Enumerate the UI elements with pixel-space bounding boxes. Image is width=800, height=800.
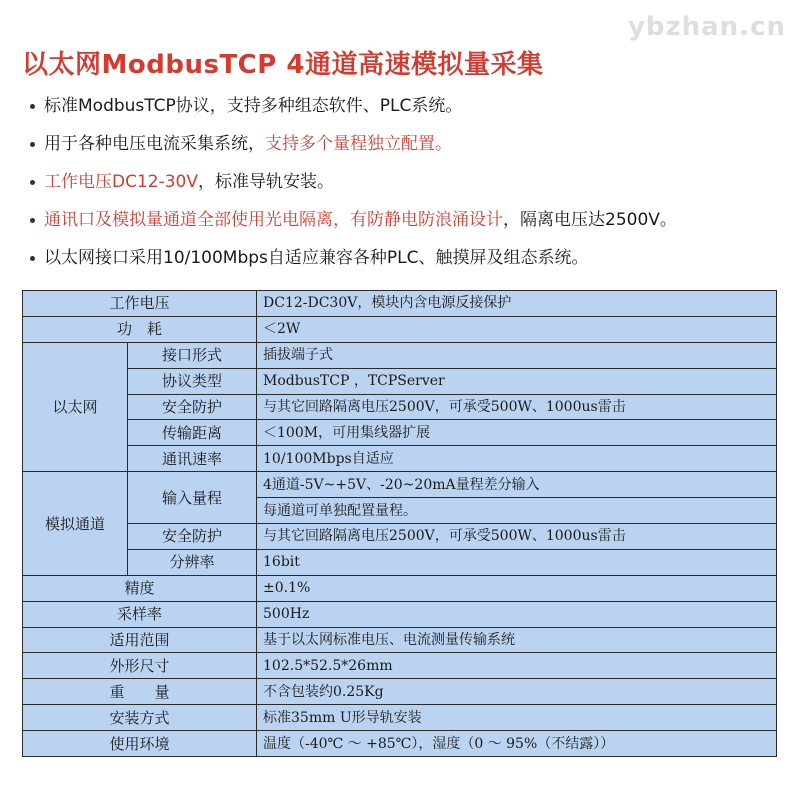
spec-sublabel: 安全防护 [128, 524, 257, 550]
spec-row-ethernet [23, 368, 777, 394]
spec-row-analog [23, 472, 777, 498]
spec-value: 4通道-5V~+5V、-20~20mA量程差分输入 [257, 472, 777, 498]
spec-value: 102.5*52.5*26mm [257, 653, 777, 679]
spec-value: 温度（-40℃ ～ +85℃），湿度（0 ～ 95%（不结露）） [257, 731, 777, 757]
spec-value: 不含包装约0.25Kg [257, 679, 777, 705]
feature-item [30, 96, 790, 134]
spec-value: 每通道可单独配置量程。 [257, 498, 777, 524]
feature-item [30, 248, 790, 286]
spec-label: 重 量 [23, 679, 257, 705]
spec-value: 插拔端子式 [257, 342, 777, 368]
spec-row-accuracy [23, 575, 777, 601]
spec-group-analog: 模拟通道 [23, 472, 128, 576]
spec-row-weight [23, 679, 777, 705]
spec-row-mounting [23, 705, 777, 731]
spec-row-ethernet [23, 420, 777, 446]
spec-value: 500Hz [257, 601, 777, 627]
spec-value: 16bit [257, 549, 777, 575]
spec-label: 外形尺寸 [23, 653, 257, 679]
feature-list [30, 96, 790, 286]
spec-label: 使用环境 [23, 731, 257, 757]
spec-sublabel: 分辨率 [128, 549, 257, 575]
spec-sublabel: 输入量程 [128, 472, 257, 524]
feature-item [30, 210, 790, 248]
spec-group-ethernet: 以太网 [23, 342, 128, 471]
spec-row-dimensions [23, 653, 777, 679]
spec-sublabel: 接口形式 [128, 342, 257, 368]
spec-value: 与其它回路隔离电压2500V，可承受500W、1000us雷击 [257, 394, 777, 420]
feature-highlight: 支持多个量程独立配置。 [265, 134, 452, 154]
spec-label: 功 耗 [23, 316, 257, 342]
spec-row-analog [23, 524, 777, 550]
spec-sublabel: 通讯速率 [128, 446, 257, 472]
feature-text: ，标准导轨安装。 [198, 172, 334, 192]
spec-value: ModbusTCP ，TCPServer [257, 368, 777, 394]
spec-value: 基于以太网标准电压、电流测量传输系统 [257, 627, 777, 653]
spec-value: ＜100M，可用集线器扩展 [257, 420, 777, 446]
feature-highlight: 工作电压DC12-30V [44, 172, 198, 192]
feature-item [30, 134, 790, 172]
spec-sublabel: 协议类型 [128, 368, 257, 394]
spec-label: 采样率 [23, 601, 257, 627]
feature-item [30, 172, 790, 210]
feature-text: 用于各种电压电流采集系统， [44, 134, 265, 154]
spec-sublabel: 传输距离 [128, 420, 257, 446]
spec-value: 与其它回路隔离电压2500V，可承受500W、1000us雷击 [257, 524, 777, 550]
spec-row-sample-rate [23, 601, 777, 627]
spec-row-environment [23, 731, 777, 757]
spec-row-analog [23, 549, 777, 575]
spec-value: ＜2W [257, 316, 777, 342]
spec-sublabel: 安全防护 [128, 394, 257, 420]
spec-row-ethernet [23, 394, 777, 420]
page-title: 以太网ModbusTCP 4通道高速模拟量采集 [22, 50, 544, 80]
spec-row-ethernet [23, 342, 777, 368]
spec-table [22, 290, 777, 757]
feature-text: 标准ModbusTCP协议，支持多种组态软件、PLC系统。 [44, 96, 463, 116]
spec-value: DC12-DC30V，模块内含电源反接保护 [257, 291, 777, 317]
feature-text: 以太网接口采用10/100Mbps自适应兼容各种PLC、触摸屏及组态系统。 [44, 248, 589, 268]
watermark-logo: ybzhan.cn [627, 12, 786, 42]
spec-label: 工作电压 [23, 291, 257, 317]
feature-highlight: 通讯口及模拟量通道全部使用光电隔离，有防静电防浪涌设计 [44, 210, 503, 230]
spec-label: 安装方式 [23, 705, 257, 731]
spec-value: 标准35mm U形导轨安装 [257, 705, 777, 731]
spec-value: 10/100Mbps自适应 [257, 446, 777, 472]
spec-label: 精度 [23, 575, 257, 601]
spec-row-ethernet [23, 446, 777, 472]
spec-row-working-voltage [23, 291, 777, 317]
feature-text: ，隔离电压达2500V。 [503, 210, 677, 230]
spec-row-power [23, 316, 777, 342]
spec-value: ±0.1% [257, 575, 777, 601]
spec-label: 适用范围 [23, 627, 257, 653]
spec-row-scope [23, 627, 777, 653]
